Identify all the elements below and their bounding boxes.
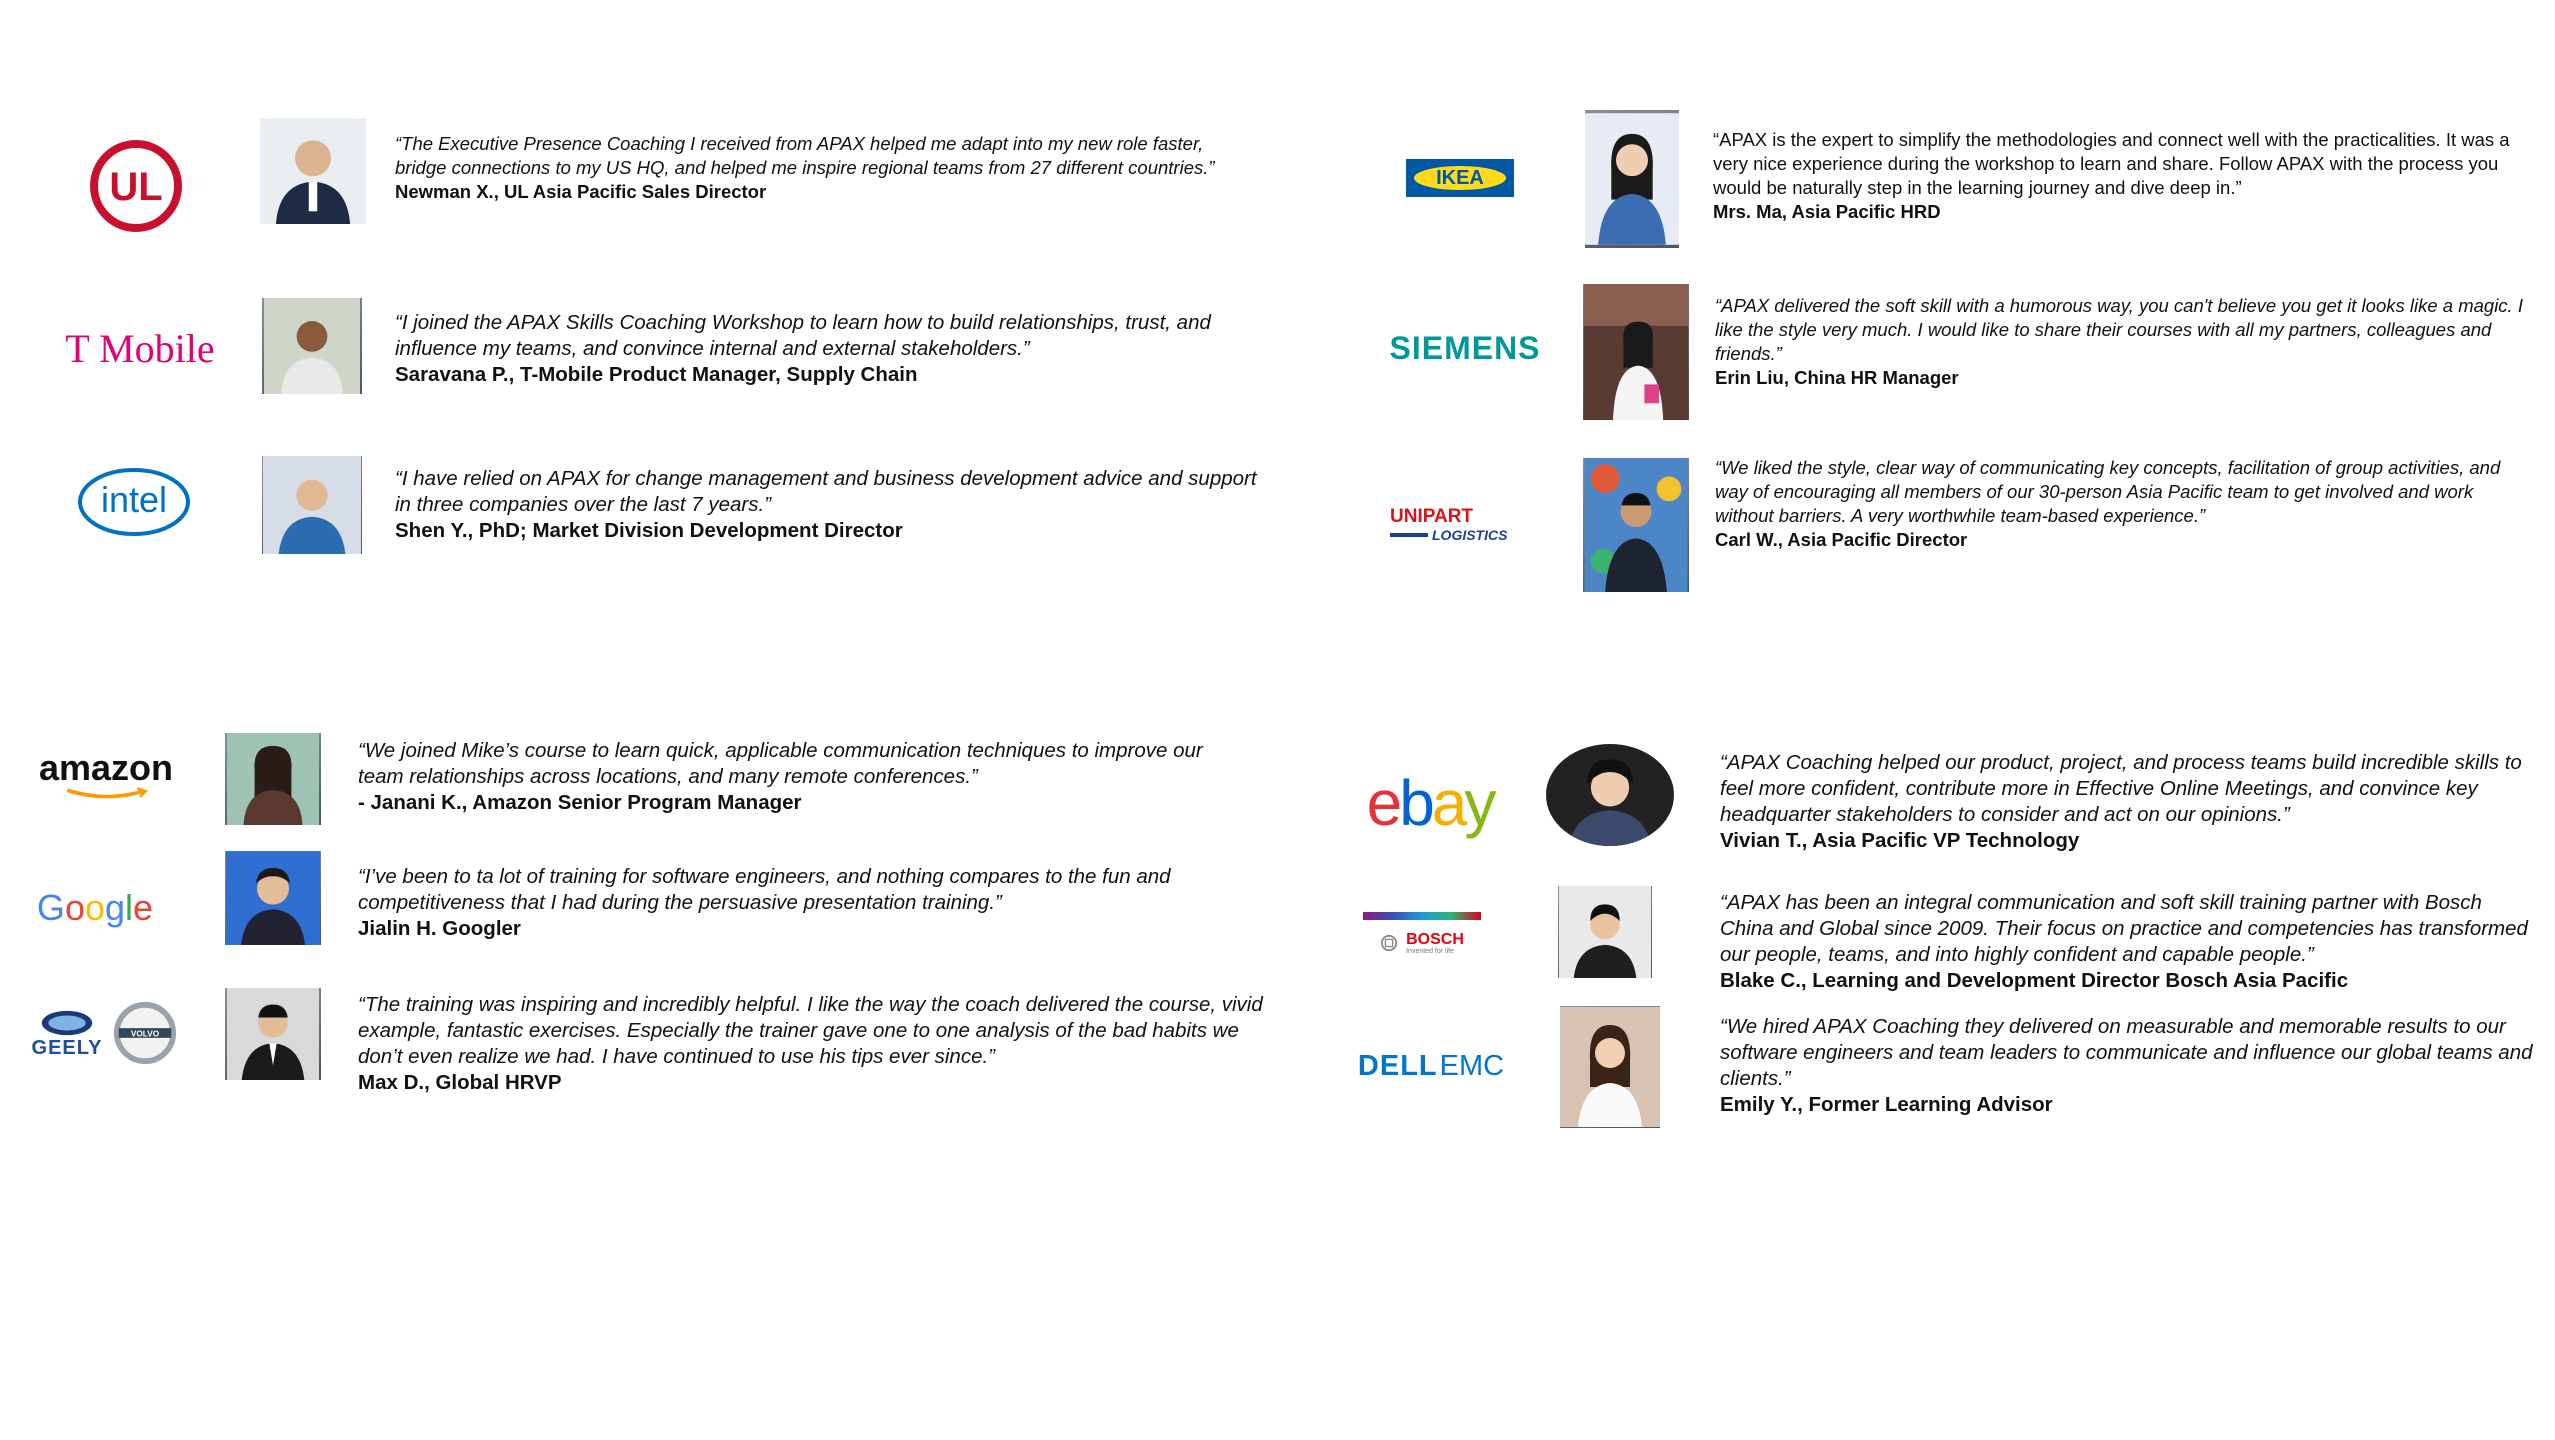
testimonial-quote: “I joined the APAX Skills Coaching Workshop to learn how to build relationships, trust, and influence my teams, and convince internal and external stakeholders.”	[395, 311, 1211, 360]
portrait-photo	[1546, 744, 1674, 846]
testimonial-quote: “APAX has been an integral communication and soft skill training partner with Bosch China and Global since 2009. Their focus on practice and competencies has transformed our people, teams, and into highly confident and capable people.”	[1720, 891, 2528, 966]
bosch-logo: BOSCH Invented for life	[1362, 900, 1482, 966]
testimonial	[358, 738, 1238, 816]
portrait-photo	[1583, 284, 1689, 420]
bosch-armature-icon	[1380, 934, 1398, 952]
tmobile-logo: T Mobile	[65, 325, 215, 371]
testimonial-quote: “APAX is the expert to simplify the methodologies and connect well with the practicalities. It was a very nice experience during the workshop to learn and share. Follow APAX with the process you would be naturally step in the learning journey and dive deep in.”	[1713, 129, 2510, 198]
intel-logo	[74, 462, 194, 542]
ikea-logo: IKEA	[1404, 158, 1516, 198]
svg-text:UL: UL	[109, 165, 163, 209]
testimonial-author: Jialin H. Googler	[358, 917, 521, 940]
unipart-logistics-logo: UNIPART LOGISTICS	[1390, 506, 1508, 543]
testimonial-author: Mrs. Ma, Asia Pacific HRD	[1713, 201, 1941, 222]
testimonial	[358, 864, 1238, 942]
testimonial-author: Saravana P., T-Mobile Product Manager, Supply Chain	[395, 363, 918, 386]
testimonial-quote: “The training was inspiring and incredibly helpful. I like the way the coach delivered the course, vivid example, fantastic exercises. Especially the trainer gave one to one analysis of the bad habits we don’t even realize we had. I have continued to use his tips ever since.”	[358, 993, 1263, 1068]
svg-text:intel: intel	[100, 479, 168, 520]
testimonial-quote: “We liked the style, clear way of communicating key concepts, facilitation of group activities, and way of encouraging all members of our 30-person Asia Pacific team to get involved and work without barriers. A very worthwhile team-based experience.”	[1715, 457, 2501, 526]
testimonial-quote: “APAX delivered the soft skill with a humorous way, you can't believe you get it looks like a magic. I like the style very much. I would like to share their courses with all my partners, colleagues and friends.”	[1715, 295, 2523, 364]
amazon-logo: amazon	[40, 745, 172, 805]
portrait-photo	[262, 298, 362, 394]
testimonial-author: Max D., Global HRVP	[358, 1071, 562, 1094]
testimonial-quote: “I’ve been to ta lot of training for software engineers, and nothing compares to the fun and competitiveness that I had during the persuasive presentation training.”	[358, 865, 1171, 914]
testimonial-author: Erin Liu, China HR Manager	[1715, 367, 1959, 388]
testimonial-author: Shen Y., PhD; Market Division Development Director	[395, 519, 903, 542]
svg-text:VOLVO: VOLVO	[130, 1029, 160, 1039]
testimonial	[395, 466, 1265, 544]
portrait-photo	[1585, 110, 1679, 248]
ebay-logo: ebay	[1366, 767, 1494, 839]
ul-logo	[88, 138, 184, 234]
testimonial-author: Carl W., Asia Pacific Director	[1715, 529, 1968, 550]
testimonial-author: Emily Y., Former Learning Advisor	[1720, 1093, 2053, 1116]
google-logo: Google	[36, 887, 154, 928]
amazon-smile-icon	[60, 787, 152, 801]
testimonial	[395, 132, 1225, 204]
testimonial-quote: “I have relied on APAX for change management and business development advice and support in three companies over the last 7 years.”	[395, 467, 1257, 516]
testimonial-author: Blake C., Learning and Development Director Bosch Asia Pacific	[1720, 969, 2349, 992]
testimonial	[1720, 750, 2540, 854]
testimonial	[1715, 294, 2535, 390]
portrait-photo	[262, 456, 362, 554]
volvo-logo	[110, 998, 180, 1068]
portrait-photo	[1560, 1006, 1660, 1128]
testimonial	[1720, 1014, 2540, 1118]
siemens-logo: SIEMENS	[1389, 329, 1541, 366]
portrait-photo	[260, 118, 366, 224]
testimonial	[1720, 890, 2540, 994]
portrait-photo	[225, 733, 321, 825]
testimonial	[395, 310, 1265, 388]
portrait-photo	[225, 851, 321, 945]
testimonial-quote: “APAX Coaching helped our product, project, and process teams build incredible skills to feel more confident, contribute more in Effective Online Meetings, and convince key headquarter stakeholders to consider and act on our opinions.”	[1720, 751, 2522, 826]
portrait-photo	[1583, 458, 1689, 592]
testimonial	[1715, 456, 2535, 552]
testimonial-quote: “We hired APAX Coaching they delivered on measurable and memorable results to our software engineers and team leaders to communicate and influence our global teams and clients.”	[1720, 1015, 2533, 1090]
portrait-photo	[1558, 886, 1652, 978]
geely-emblem-icon	[38, 1009, 96, 1037]
dellemc-logo: DELL EMC	[1357, 1049, 1505, 1082]
testimonial-author: - Janani K., Amazon Senior Program Manager	[358, 791, 802, 814]
portrait-photo	[225, 988, 321, 1080]
testimonial	[1713, 128, 2533, 224]
testimonial	[358, 992, 1273, 1096]
testimonial-author: Vivian T., Asia Pacific VP Technology	[1720, 829, 2080, 852]
testimonial-author: Newman X., UL Asia Pacific Sales Director	[395, 181, 767, 202]
testimonial-quote: “The Executive Presence Coaching I received from APAX helped me adapt into my new role faster, bridge connections to my US HQ, and helped me inspire regional teams from 27 different countries.”	[395, 133, 1215, 178]
geely-logo: GEELY	[24, 1004, 110, 1064]
testimonial-quote: “We joined Mike’s course to learn quick, applicable communication techniques to improve our team relationships across locations, and many remote conferences.”	[358, 739, 1203, 788]
